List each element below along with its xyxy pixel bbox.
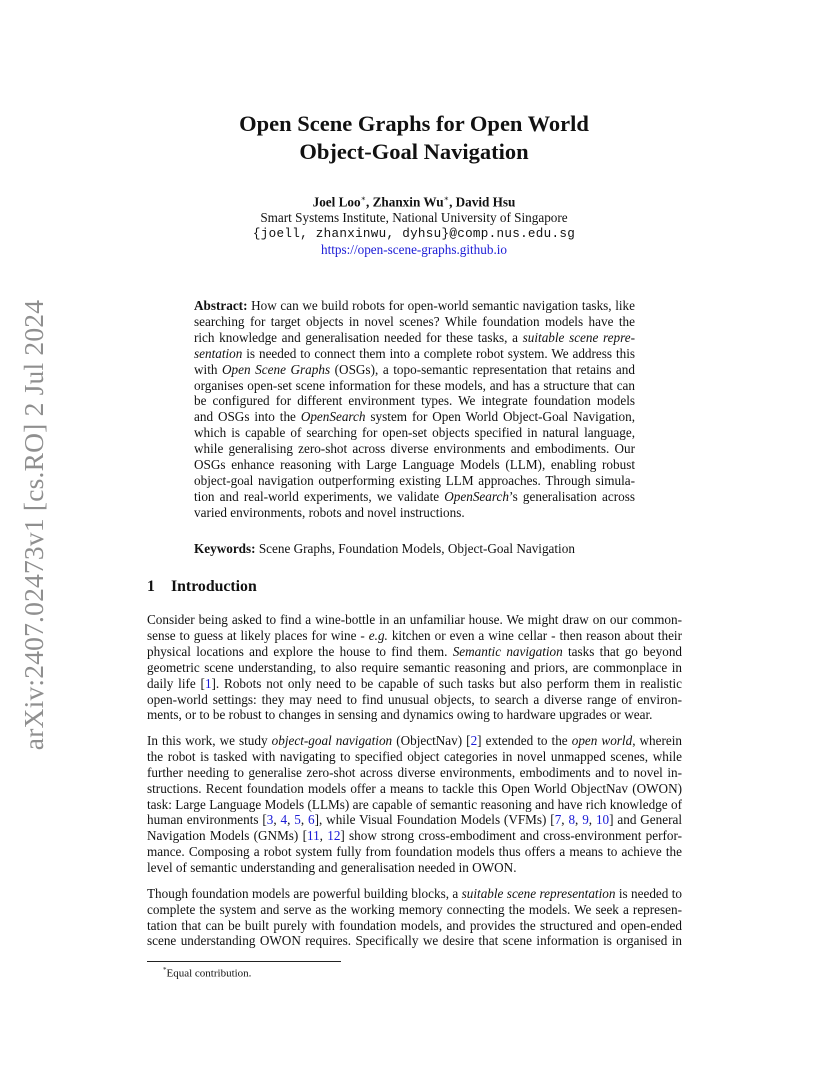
footnote-text: Equal contribution. [166, 967, 252, 980]
text-run: open-world settings: they may need to find unusual objects, to search a diverse range of environ- [147, 691, 682, 707]
section-title: Introduction [171, 578, 257, 595]
text-run: while generalising zero-shot across diverse environments and embodiments. Our [194, 441, 635, 457]
text-run: physical locations and explore the house to find them. [147, 643, 453, 659]
text-run: task: Large Language Models (LLMs) are capable of semantic reasoning and have rich knowledge of [147, 796, 682, 812]
text-run: and OSGs into the [194, 409, 301, 425]
paper-title [100, 110, 728, 166]
text-line [147, 733, 682, 749]
text-run: further needing to generalise zero-shot across diverse environments, embodiments and to novel in- [147, 764, 682, 780]
text-run: ]. Robots not only need to be capable of such tasks but also perform them in realistic [211, 675, 682, 691]
text-run: daily life [ [147, 675, 205, 691]
text-line [194, 457, 635, 473]
text-line [194, 473, 635, 489]
text-line [147, 676, 682, 692]
text-run: level of semantic understanding and generalisation needed in OWON. [147, 860, 517, 876]
emphasis: Semantic navigation [452, 643, 563, 659]
affiliation: Smart Systems Institute, National University of Singapore [260, 210, 568, 226]
text-run: rich knowledge and generalisation needed for these tasks, a [194, 329, 523, 345]
citation-link[interactable]: 10 [595, 812, 610, 828]
text-run: scene understanding OWON requires. Specifically we desire that scene information is organised in [147, 933, 682, 949]
author-emails: {joell, zhanxinwu, dyhsu}@comp.nus.edu.sg [252, 227, 576, 242]
keywords [194, 541, 635, 557]
text-run: geometric scene understanding, to also require semantic reasoning and priors, are commonplace in [147, 659, 682, 675]
text-run: sense to guess at likely places for wine - [147, 627, 369, 643]
text-run: with [194, 361, 223, 377]
text-run: , wherein [632, 732, 682, 748]
emphasis: suitable scene representation [461, 885, 616, 901]
text-line [194, 330, 635, 346]
keywords-text: Scene Graphs, Foundation Models, Object-Goal Navigation [258, 541, 575, 556]
text-run: , [588, 812, 596, 828]
text-line [194, 425, 635, 441]
text-run: In this work, we study [147, 732, 272, 748]
author-block [100, 190, 728, 258]
introduction-body [147, 612, 682, 959]
emphasis: open world [571, 732, 633, 748]
text-run: is needed to [615, 885, 682, 901]
text-run: human environments [ [147, 812, 267, 828]
text-run: (OSGs), a topo-semantic representation that retains and [330, 361, 635, 377]
text-run: be configured for different environment types. We integrate foundation models [194, 393, 635, 409]
emphasis: e.g. [368, 627, 388, 643]
citation-link[interactable]: 8 [568, 812, 576, 828]
text-line [147, 933, 682, 949]
text-run: ments, or to be robust to changes in sensing and dynamics owing to hardware upgrades or wear. [147, 707, 653, 723]
text-line [194, 298, 635, 314]
text-line [147, 765, 682, 781]
project-url-link[interactable]: https://open-scene-graphs.github.io [320, 242, 508, 258]
arxiv-stamp-text: arXiv:2407.02473v1 [cs.RO] 2 Jul 2024 [18, 299, 49, 751]
text-line [194, 409, 635, 425]
text-line [147, 781, 682, 797]
author-1: Joel Loo [312, 194, 361, 210]
keywords-label: Keywords: [194, 541, 256, 556]
text-line [147, 886, 682, 902]
text-run: system for Open World Object-Goal Navigation, [365, 409, 635, 425]
author-2: Zhanxin Wu [372, 194, 444, 210]
footnote [163, 963, 251, 981]
text-run: varied environments, robots and novel instructions. [194, 504, 465, 520]
citation-link[interactable]: 2 [470, 732, 478, 748]
text-run: (ObjectNav) [ [392, 732, 471, 748]
text-run: the robot is tasked with navigating to specified object categories in novel unmapped scenes, while [147, 748, 682, 764]
section-heading [147, 578, 257, 596]
text-run: mance. Composing a robot system fully from foundation models thus offers a means to achieve the [147, 844, 682, 860]
emphasis: Open Scene Graphs [222, 361, 331, 377]
emphasis: object-goal navigation [271, 732, 393, 748]
text-line [194, 346, 635, 362]
text-line [147, 812, 682, 828]
abstract [194, 298, 635, 521]
text-line [147, 902, 682, 918]
citation-link[interactable]: 9 [582, 812, 589, 828]
footnote-divider [147, 961, 341, 962]
text-run: structions. Recent foundation models offer a means to tackle this Open World ObjectNav (OWON) [147, 780, 682, 796]
text-run: tasks that go beyond [562, 643, 682, 659]
text-run: ] show strong cross-embodiment and cross-environment perfor- [340, 828, 682, 844]
text-run: is needed to connect them into a complete robot system. We address this [242, 345, 635, 361]
paragraph [147, 733, 682, 876]
text-line [147, 828, 682, 844]
text-run: ], while Visual Foundation Models (VFMs) [ [314, 812, 555, 828]
text-run: ] extended to the [477, 732, 572, 748]
title-line-2: Object-Goal Navigation [299, 139, 529, 164]
section-number: 1 [147, 578, 155, 595]
text-run: searching for target objects in novel scenes? While foundation models have the [194, 313, 635, 329]
text-line [147, 749, 682, 765]
text-run: tation that can be built purely with foundation models, and provides the structured and open-ended [147, 917, 682, 933]
text-run: kitchen or even a wine cellar - then reason about their [387, 627, 682, 643]
text-run: , [273, 812, 281, 828]
text-run: , [287, 812, 295, 828]
text-run: complete the system and serve as the working memory connecting the models. We seek a represen- [147, 901, 682, 917]
citation-link[interactable]: 5 [294, 812, 301, 828]
text-line [147, 644, 682, 660]
emphasis: OpenSearch [300, 409, 366, 425]
text-line [194, 378, 635, 394]
text-line [194, 489, 635, 505]
text-run: organises open-set scene information for these models, and has a structure that can [194, 377, 635, 393]
text-run: , [319, 828, 328, 844]
citation-link[interactable]: 1 [204, 675, 212, 691]
citation-link[interactable]: 12 [327, 828, 341, 844]
text-run: ’s generalisation across [508, 488, 635, 504]
text-run: Consider being asked to find a wine-bottle in an unfamiliar house. We might draw on our common- [147, 612, 682, 627]
text-line [194, 362, 635, 378]
text-line [147, 707, 682, 723]
text-line [147, 612, 682, 628]
text-run: Navigation Models (GNMs) [ [147, 828, 307, 844]
text-line [147, 844, 682, 860]
text-run: OSGs enhance reasoning with Large Language Models (LLM), enabling robust [194, 457, 635, 473]
title-line-1: Open Scene Graphs for Open World [239, 111, 589, 136]
author-1-mark: ∗ [360, 194, 367, 203]
text-line [194, 393, 635, 409]
text-line [147, 860, 682, 876]
text-line [147, 692, 682, 708]
text-run: ] and General [609, 812, 682, 828]
text-run: object-goal navigation outperforming existing LLM approaches. Through simula- [194, 472, 635, 488]
text-line [147, 628, 682, 644]
citation-link[interactable]: 7 [554, 812, 562, 828]
text-run: , [300, 812, 309, 828]
text-run: which is capable of searching for open-set objects specified in natural language, [194, 425, 635, 441]
text-line [147, 918, 682, 934]
citation-link[interactable]: 4 [280, 812, 288, 828]
text-line [194, 505, 635, 521]
footnote-mark: * [163, 966, 167, 974]
emphasis: suitable scene repre- [522, 329, 635, 345]
author-2-mark: ∗ [443, 194, 450, 203]
text-run: Though foundation models are powerful building blocks, a [147, 885, 462, 901]
emphasis: sentation [194, 345, 243, 361]
text-line [147, 797, 682, 813]
text-run: , [575, 812, 583, 828]
emphasis: OpenSearch [444, 488, 509, 504]
text-run: tion and real-world experiments, we validate [194, 488, 445, 504]
citation-link[interactable]: 6 [308, 812, 315, 828]
citation-link[interactable]: 3 [266, 812, 274, 828]
abstract-label: Abstract: [194, 298, 248, 313]
text-line [194, 314, 635, 330]
text-run: , [561, 812, 569, 828]
paragraph [147, 612, 682, 723]
text-line [194, 441, 635, 457]
author-list: Joel Loo∗, Zhanxin Wu∗, David Hsu [312, 194, 516, 210]
text-line [147, 660, 682, 676]
citation-link[interactable]: 11 [306, 828, 320, 844]
text-run: How can we build robots for open-world semantic navigation tasks, like [251, 298, 635, 313]
paragraph [147, 886, 682, 950]
author-3: David Hsu [455, 194, 516, 210]
